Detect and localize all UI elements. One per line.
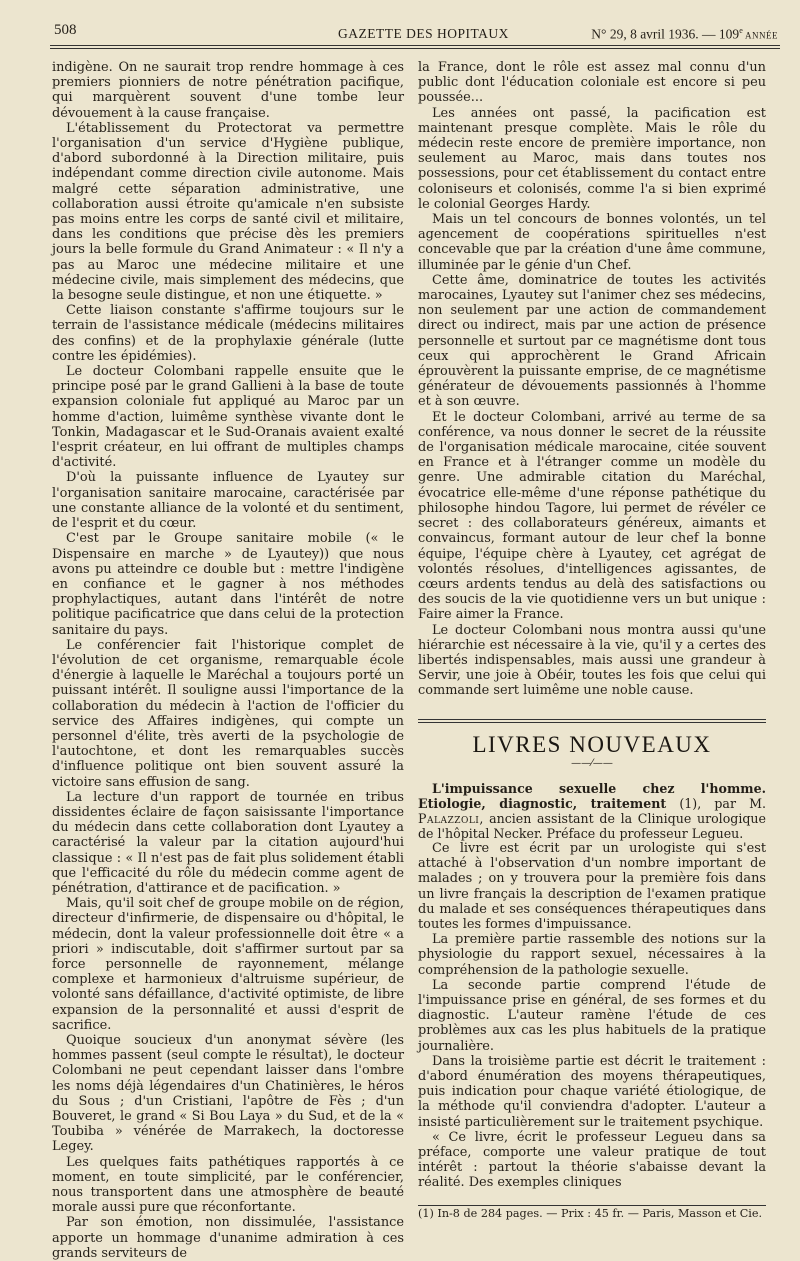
review-paragraph: Ce livre est écrit par un urologiste qui s'est attaché à l'observation d'un nombre important de malades ; on y trouvera pour la première fois dans un livre français la description de l'examen pratique du malade et ses conséquences thérapeutiques dans toutes les formes d'impuissance. [418, 840, 766, 932]
section-rule [418, 719, 766, 723]
book-title-rest: , ancien assistant de la Clinique urologique de l'hôpital Necker. Préface du professeur Legueu. [418, 810, 766, 841]
paragraph: indigène. On ne saurait trop rendre hommage à ces premiers pionniers de notre pénétration pacifique, qui marquèrent souvent d'une tombe leur dévouement à la cause française. [52, 60, 404, 121]
paragraph: Les quelques faits pathétiques rapportés à ce moment, en toute simplicité, par le conférencier, nous transportent dans une atmosphère de beauté morale aussi pure que réconfortante. [52, 1154, 404, 1216]
paragraph: Cette âme, dominatrice de toutes les activités marocaines, Lyautey sut l'animer chez ses médecins, non seulement par une action de commandement direct ou indirect, mais par une action de présence personnelle et surtout par ce magnétisme dont tous ceux qui approchèrent le Grand Africain éprouvèrent la puissante emprise, de ce magnétisme générateur de dévouements passionnés à l'homme et à son œuvre. [418, 272, 766, 410]
book-title-note: (1), par M. [666, 795, 767, 811]
paragraph: la France, dont le rôle est assez mal connu d'un public dont l'éducation coloniale est encore si peu poussée... [418, 60, 766, 106]
paragraph: Les années ont passé, la pacification est maintenant presque complète. Mais le rôle du médecin reste encore de première importance, non seulement au Maroc, mais dans toutes nos possessions, pour cet établissement du contact entre coloniseurs et colonisés, comme l'a si bien exprimé le colonial Georges Hardy. [418, 105, 766, 212]
issue-line [591, 26, 778, 43]
header-rule [50, 45, 780, 49]
section-title: LIVRES NOUVEAUX [472, 731, 712, 757]
paragraph: C'est par le Groupe sanitaire mobile (« le Dispensaire en marche » de Lyautey)) que nous avons pu atteindre ce double but : mettre l'indigène en confiance et le gagner à nos méthodes prophylactiques, autant dans l'intérêt de notre politique pacificatrice que dans celui de la protection sanitaire du pays. [52, 531, 404, 638]
review-paragraph: La seconde partie comprend l'étude de l'impuissance prise en général, de ses formes et du diagnostic. L'auteur ramène l'étude de ces problèmes aux cas les plus habituels de la pratique journalière. [418, 977, 766, 1054]
book-title-line [418, 781, 766, 841]
paragraph: Le docteur Colombani nous montra aussi qu'une hiérarchie est nécessaire à la vie, qu'il y a certes des libertés indispensables, mais aussi une grandeur à Servir, une joie à Obéir, toutes les fois que celui qui commande sert luimême une noble cause. [418, 622, 766, 699]
paragraph: Par son émotion, non dissimulée, l'assistance apporte un hommage d'unanime admiration à ces grands serviteurs de [52, 1215, 404, 1261]
review-paragraph: La première partie rassemble des notions sur la physiologie du rapport sexuel, nécessaires à la compréhension de la pathologie sexuelle. [418, 932, 766, 978]
page-number: 508 [54, 22, 77, 38]
section-ornament: ——⁄—— [571, 757, 613, 769]
paragraph: Et le docteur Colombani, arrivé au terme de sa conférence, va nous donner le secret de la réussite de l'organisation médicale marocaine, citée souvent en France et à l'étranger comme un modèle du genre. Une admirable citation du Maréchal, évocatrice elle-même d'une réponse pathétique du philosophe hindou Tagore, lui permet de révéler ce secret : des collaborateurs généreux, aimants et convaincus, formant autour de leur chef la bonne équipe, l'équipe chère à Lyautey, cet agrégat de volontés résolues, d'intelligences agissantes, de cœurs ardents tendus au delà des satisfactions ou des soucis de la vie quotidienne vers un but unique : Faire aimer la France. [418, 409, 766, 623]
paragraph: Mais, qu'il soit chef de groupe mobile on de région, directeur d'infirmerie, de dispensaire ou d'hôpital, le médecin, dont la valeur professionnelle doit être « a priori » indiscutable, doit s'affirmer surtout par sa force personnelle de rayonnement, mélange complexe et harmonieux d'altruisme supérieur, de volonté sans défaillance, d'activité optimiste, de libre expansion de la personnalité et aussi d'esprit de sacrifice. [52, 896, 404, 1033]
paragraph: L'établissement du Protectorat va permettre l'organisation d'un service d'Hygiène publique, d'abord subordonné à la Direction militaire, puis indépendant comme direction civile autonome. Mais malgré cette séparation administrative, une collaboration aussi étroite qu'amicale n'en subsiste pas moins entre les corps de santé civil et militaire, dans les conditions que précise dès les premiers jours la belle formule du Grand Animateur : « Il n'y a pas au Maroc une médecine militaire et une médecine civile, mais simplement des médecins, que la besogne seule distingue, et non une étiquette. » [52, 120, 404, 304]
paragraph: Le docteur Colombani rappelle ensuite que le principe posé par le grand Gallieni à la base de toute expansion coloniale fut appliqué au Maroc par un homme d'action, luimême synthèse vivante dont le Tonkin, Madagascar et le Sud-Oranais avaient exalté l'esprit créateur, en lui offrant de multiples champs d'activité. [52, 364, 404, 471]
paragraph: D'où la puissante influence de Lyautey sur l'organisation sanitaire marocaine, caractérisée par une constante alliance de la volonté et du sentiment, de l'esprit et du cœur. [52, 470, 404, 532]
left-column [52, 60, 404, 1261]
footnote: (1) In-8 de 284 pages. — Prix : 45 fr. — Paris, Masson et Cie. [418, 1206, 763, 1220]
issue-text: N° 29, 8 avril 1936. — 109 [591, 26, 740, 42]
paragraph: Mais un tel concours de bonnes volontés, un tel agencement de coopérations spirituelles n'est concevable que par la création d'une âme commune, illuminée par le génie d'un Chef. [418, 212, 766, 273]
paragraph: Le conférencier fait l'historique complet de l'évolution de cet organisme, remarquable école d'énergie à laquelle le Maréchal a toujours porté un puissant intérêt. Il souligne aussi l'importance de la collaboration du médecin à l'action de l'officier du service des Affaires indigènes, qui compte un personnel d'élite, très averti de la psychologie de l'autochtone, et dont les remarquables succès d'influence politique ont bien souvent assuré la victoire sans effusion de sang. [52, 637, 404, 790]
book-author: Palazzoli [418, 810, 480, 826]
review-paragraph: « Ce livre, écrit le professeur Legueu dans sa préface, comporte une valeur pratique de tout intérêt : partout la théorie s'abaisse devant la réalité. Des exemples cliniques [418, 1129, 766, 1191]
paragraph: La lecture d'un rapport de tournée en tribus dissidentes éclaire de façon saisissante l'importance du médecin dans cette collaboration dont Lyautey a caractérisé la valeur par la citation aujourd'hui classique : « Il n'est pas de fait plus solidement établi que l'efficacité du rôle du médecin comme agent de pénétration, d'attirance et de pacification. » [52, 789, 404, 896]
journal-title: GAZETTE DES HOPITAUX [338, 26, 509, 41]
book-title: L'impuissance sexuelle chez l'homme. Etiologie, diagnostic, traitement [418, 780, 766, 811]
review-paragraph: Dans la troisième partie est décrit le traitement : d'abord énumération des moyens thérapeutiques, puis indication pour chaque variété étiologique, de la méthode qu'il conviendra d'adopter. L'auteur a insisté particulièrement sur le traitement psychique. [418, 1053, 766, 1130]
issue-suffix: e [739, 26, 743, 35]
paragraph: Quoique soucieux d'un anonymat sévère (les hommes passent (seul compte le résultat), le docteur Colombani ne peut cependant laisser dans l'ombre les noms déjà légendaires d'un Chatinières, le héros du Sous ; d'un Cristiani, l'apôtre de Fès ; d'un Bouveret, le grand « Si Bou Laya » du Sud, et de la « Toubiba » vénérée de Marrakech, la doctoresse Legey. [52, 1033, 404, 1155]
issue-year-label: ANNÉE [742, 30, 778, 41]
right-column [418, 60, 766, 1221]
paragraph: Cette liaison constante s'affirme toujours sur le terrain de l'assistance médicale (médecins militaires des confins) et de la prophylaxie générale (lutte contre les épidémies). [52, 303, 404, 364]
